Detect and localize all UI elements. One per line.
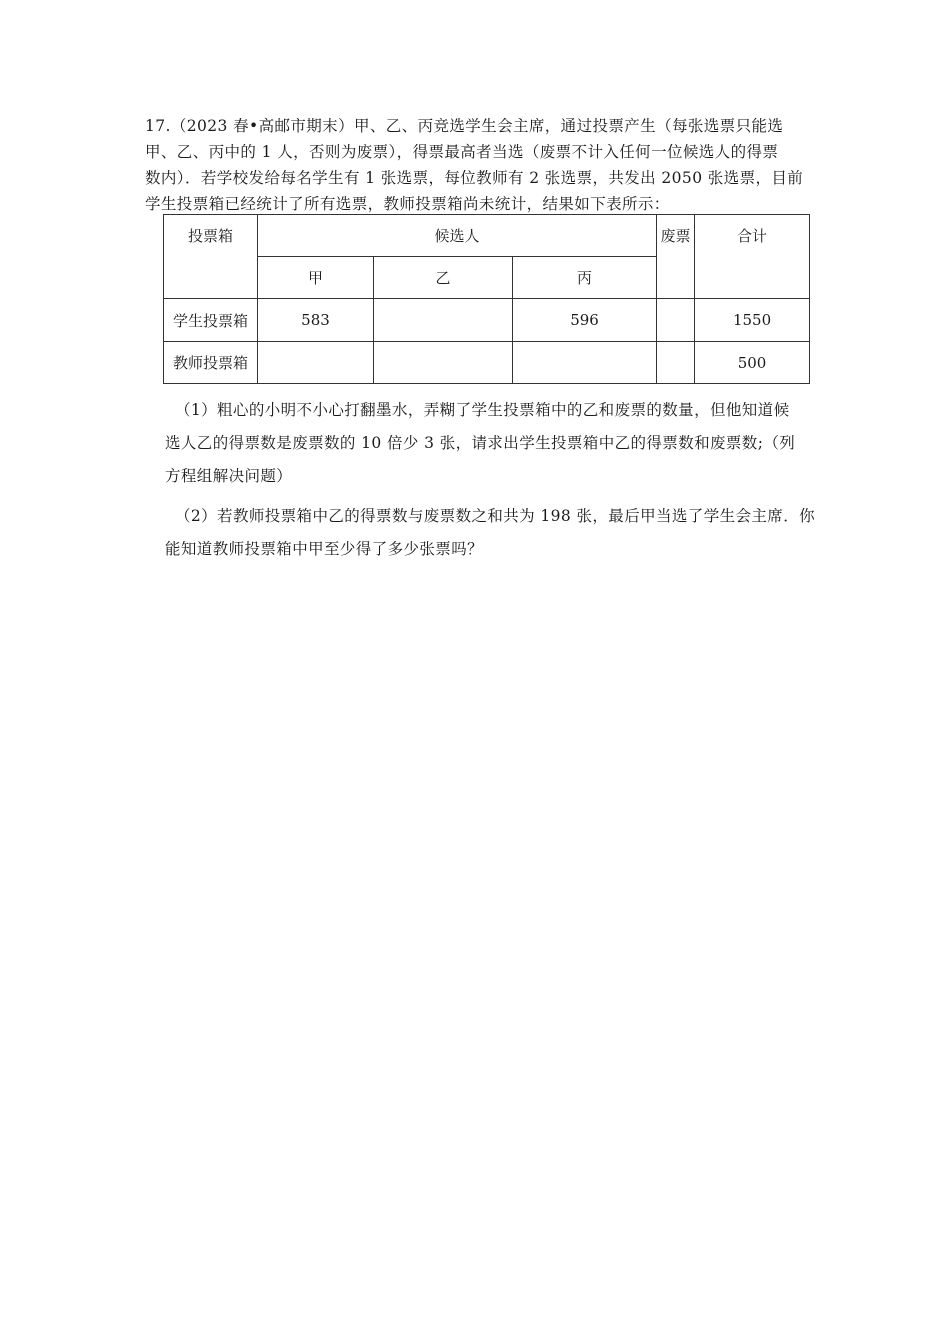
header-candidate-bing: 丙 xyxy=(513,257,657,299)
header-invalid: 废票 xyxy=(657,215,695,299)
cell-jia xyxy=(258,342,374,384)
cell-bing: 596 xyxy=(513,299,657,342)
problem-line: 17.（2023 春•高邮市期末）甲、乙、丙竞选学生会主席，通过投票产生（每张选票只能选 xyxy=(145,117,784,135)
vote-table xyxy=(163,214,810,384)
cell-total: 1550 xyxy=(695,299,810,342)
header-candidate-jia: 甲 xyxy=(258,257,374,299)
table-row xyxy=(164,342,810,384)
question-line: 选人乙的得票数是废票数的 10 倍少 3 张，请求出学生投票箱中乙的得票数和废票数;（列 xyxy=(165,434,796,452)
cell-invalid xyxy=(657,299,695,342)
question-line: （2）若教师投票箱中乙的得票数与废票数之和共为 198 张，最后甲当选了学生会主席．你 xyxy=(175,507,816,525)
cell-yi xyxy=(374,342,513,384)
problem-statement xyxy=(145,113,812,217)
question-line: 能知道教师投票箱中甲至少得了多少张票吗？ xyxy=(165,540,484,558)
question-2 xyxy=(145,500,816,566)
problem-line: 学生投票箱已经统计了所有选票，教师投票箱尚未统计，结果如下表所示： xyxy=(145,195,670,213)
question-line: 方程组解决问题） xyxy=(165,467,293,485)
cell-invalid xyxy=(657,342,695,384)
cell-jia: 583 xyxy=(258,299,374,342)
question-1 xyxy=(145,394,812,493)
header-ballot-box: 投票箱 xyxy=(164,215,258,299)
cell-total: 500 xyxy=(695,342,810,384)
table-header-row xyxy=(164,215,810,257)
header-candidates: 候选人 xyxy=(258,215,657,257)
problem-line: 甲、乙、丙中的 1 人，否则为废票），得票最高者当选（废票不计入任何一位候选人的得票 xyxy=(145,143,779,161)
question-line: （1）粗心的小明不小心打翻墨水，弄糊了学生投票箱中的乙和废票的数量，但他知道候 xyxy=(175,401,790,419)
cell-box-name: 教师投票箱 xyxy=(164,342,258,384)
header-candidate-yi: 乙 xyxy=(374,257,513,299)
header-total: 合计 xyxy=(695,215,810,299)
table-row xyxy=(164,299,810,342)
cell-yi xyxy=(374,299,513,342)
problem-line: 数内）．若学校发给每名学生有 1 张选票，每位教师有 2 张选票，共发出 2050 张选票，目前 xyxy=(145,169,804,187)
cell-box-name: 学生投票箱 xyxy=(164,299,258,342)
cell-bing xyxy=(513,342,657,384)
